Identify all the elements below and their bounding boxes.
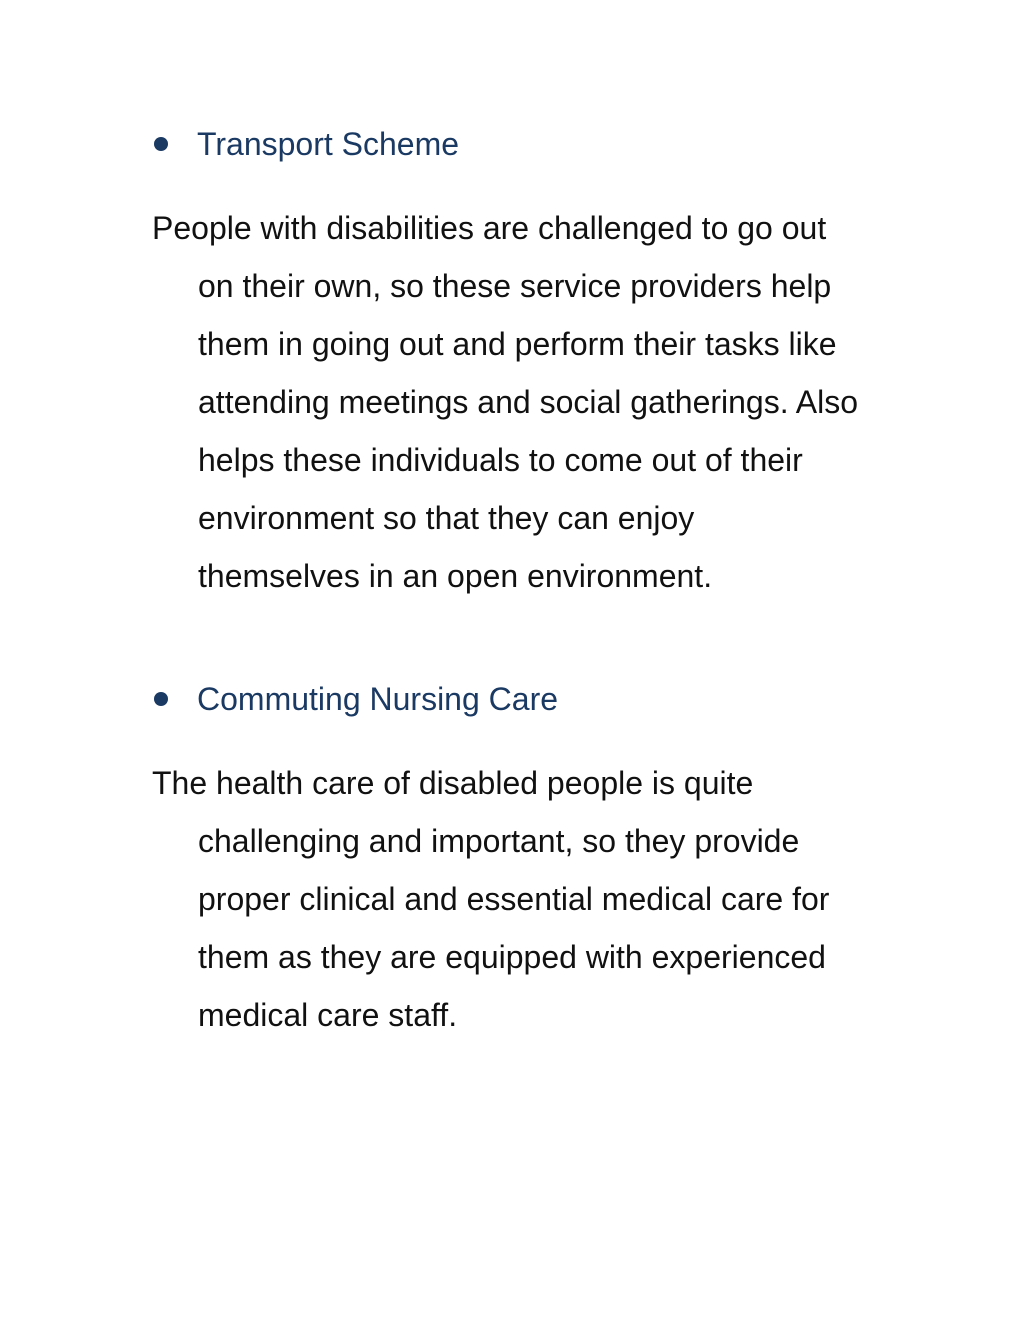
paragraph-line: People with disabilities are challenged to go out [152,210,827,246]
paragraph-transport-scheme [152,199,912,605]
paragraph-commuting-nursing-care [152,754,912,1044]
heading-text: Transport Scheme [197,126,460,162]
paragraph-line: them as they are equipped with experienced [198,939,826,975]
paragraph-line: them in going out and perform their tasks like [198,326,837,362]
section-heading-transport-scheme [152,124,459,164]
paragraph-line: themselves in an open environment. [198,558,713,594]
paragraph-line: challenging and important, so they provide [198,823,800,859]
paragraph-line: environment so that they can enjoy [198,500,695,536]
section-heading-commuting-nursing-care [152,679,558,719]
paragraph-line: on their own, so these service providers help [198,268,832,304]
paragraph-line: proper clinical and essential medical care for [198,881,830,917]
paragraph-line: helps these individuals to come out of their [198,442,803,478]
bullet-dot-icon [154,692,168,706]
paragraph-line: The health care of disabled people is quite [152,765,754,801]
paragraph-line: attending meetings and social gatherings. Also [198,384,858,420]
heading-text: Commuting Nursing Care [197,681,559,717]
bullet-dot-icon [154,137,168,151]
paragraph-line: medical care staff. [198,997,458,1033]
